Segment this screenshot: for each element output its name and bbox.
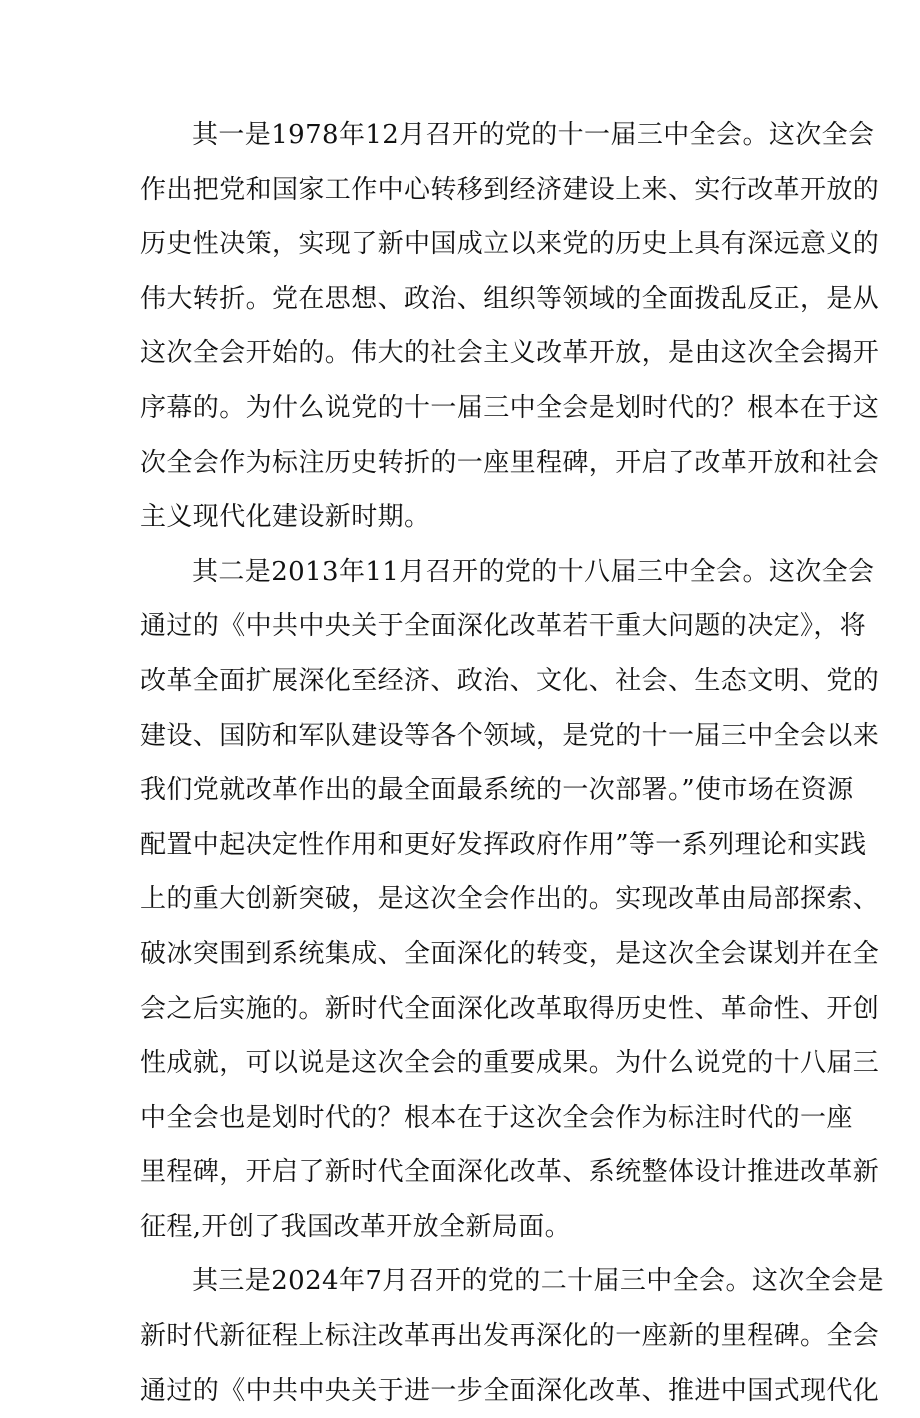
- text-line: 通过的《中共中央关于全面深化改革若干重大问题的决定》，将: [140, 611, 867, 642]
- text-line: 性成就，可以说是这次全会的重要成果。为什么说党的十八届三: [140, 1048, 880, 1079]
- text-line: 改革全面扩展深化至经济、政治、文化、社会、生态文明、党的: [140, 665, 880, 696]
- document-body: [140, 108, 884, 1418]
- text-line: 中全会也是划时代的？根本在于这次全会作为标注时代的一座: [140, 1102, 853, 1133]
- text-line: 新时代新征程上标注改革再出发再深化的一座新的里程碑。全会: [140, 1321, 880, 1352]
- text-line: 次全会作为标注历史转折的一座里程碑，开启了改革开放和社会: [140, 447, 880, 478]
- text-line: 会之后实施的。新时代全面深化改革取得历史性、革命性、开创: [140, 993, 880, 1024]
- text-line: 通过的《中共中央关于进一步全面深化改革、推进中国式现代化: [140, 1375, 880, 1406]
- text-line: 序幕的。为什么说党的十一届三中全会是划时代的？根本在于这: [140, 392, 880, 423]
- text-line: 上的重大创新突破，是这次全会作出的。实现改革由局部探索、: [140, 884, 880, 915]
- text-line: 建设、国防和军队建设等各个领域，是党的十一届三中全会以来: [140, 720, 880, 751]
- text-line: 这次全会开始的。伟大的社会主义改革开放，是由这次全会揭开: [140, 338, 880, 369]
- text-line: 配置中起决定性作用和更好发挥政府作用”等一系列理论和实践: [140, 829, 867, 860]
- text-line: 伟大转折。党在思想、政治、组织等领域的全面拨乱反正，是从: [140, 283, 880, 314]
- text-line: 我们党就改革作出的最全面最系统的一次部署。”使市场在资源: [140, 775, 854, 806]
- text-line: 其三是2024年7月召开的党的二十届三中全会。这次全会是: [192, 1266, 884, 1297]
- paragraph-3: [140, 1254, 884, 1418]
- text-line: 历史性决策，实现了新中国成立以来党的历史上具有深远意义的: [140, 229, 880, 260]
- paragraph-2: [140, 545, 880, 1255]
- text-line: 其二是2013年11月召开的党的十八届三中全会。这次全会: [192, 556, 875, 587]
- text-line: 主义现代化建设新时期。: [140, 502, 431, 533]
- text-line: 破冰突围到系统集成、全面深化的转变，是这次全会谋划并在全: [140, 938, 880, 969]
- text-line: 征程,开创了我国改革开放全新局面。: [140, 1211, 572, 1242]
- text-line: 其一是1978年12月召开的党的十一届三中全会。这次全会: [192, 120, 875, 150]
- text-line: 作出把党和国家工作中心转移到经济建设上来、实行改革开放的: [140, 174, 880, 205]
- text-line: 里程碑，开启了新时代全面深化改革、系统整体设计推进改革新: [140, 1157, 880, 1188]
- paragraph-1: [140, 108, 880, 545]
